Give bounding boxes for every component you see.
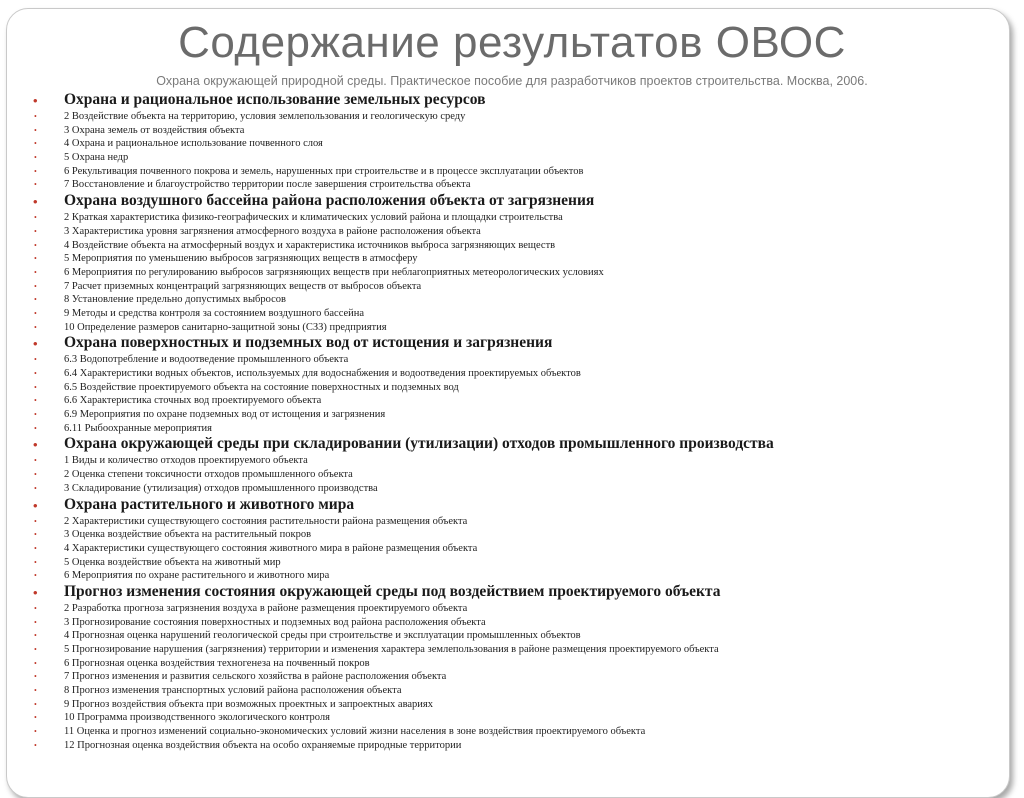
list-item — [30, 482, 990, 496]
list-item — [30, 698, 990, 712]
list-item — [30, 239, 990, 253]
bullet-icon: • — [34, 382, 37, 392]
slide-subtitle: Охрана окружающей природной среды. Практическое пособие для разработчиков проектов строительства. Москва, 2006. — [156, 74, 868, 88]
list-item-text: 6.4 Характеристики водных объектов, используемых для водоснабжения и водоотведения проектируемых объектов — [64, 368, 581, 379]
bullet-icon: • — [34, 267, 37, 277]
section-heading-text: Охрана окружающей среды при складировании (утилизации) отходов промышленного производства — [64, 435, 774, 453]
bullet-icon: • — [34, 631, 37, 641]
list-item-text: 8 Прогноз изменения транспортных условий района расположения объекта — [64, 685, 402, 697]
list-item-text: 3 Складирование (утилизация) отходов промышленного производства — [64, 482, 378, 494]
list-item — [30, 367, 990, 381]
section-heading-text: Охрана воздушного бассейна района расположения объекта от загрязнения — [64, 192, 595, 210]
list-item-text: 6.3 Водопотребление и водоотведение промышленного объекта — [64, 354, 349, 366]
list-item-text: 4 Воздействие объекта на атмосферный воздух и характеристика источников выброса загрязняющих веществ — [64, 239, 556, 251]
list-item-text: 6 Мероприятия по охране растительного и животного мира — [64, 570, 330, 582]
bullet-icon: • — [34, 658, 37, 668]
list-item-text: 2 Оценка степени токсичности отходов промышленного объекта — [64, 469, 353, 481]
list-item-text: 2 Разработка прогноза загрязнения воздуха в районе размещения проектируемого объекта — [64, 602, 468, 614]
list-item-text: 4 Характеристики существующего состояния животного мира в районе размещения объекта — [64, 542, 478, 554]
list-item — [30, 381, 990, 395]
section-heading — [30, 583, 990, 602]
list-item — [30, 165, 990, 179]
list-item-text: 10 Программа производственного экологического контроля — [64, 712, 330, 724]
bullet-icon: • — [34, 322, 37, 332]
section — [30, 91, 990, 192]
bullet-icon: • — [34, 571, 37, 581]
list-item-text: 3 Прогнозирование состояния поверхностных и подземных вод района расположения объекта — [64, 616, 486, 628]
list-item — [30, 602, 990, 616]
list-item — [30, 454, 990, 468]
section-heading-text: Охрана поверхностных и подземных вод от истощения и загрязнения — [64, 334, 553, 352]
section-heading — [30, 334, 990, 353]
list-item-text: 3 Охрана земель от воздействия объекта — [64, 124, 245, 136]
bullet-icon: • — [34, 125, 37, 135]
list-item-text: 3 Оценка воздействие объекта на растительный покров — [64, 529, 312, 541]
section-heading-text: Охрана и рациональное использование земельных ресурсов — [64, 91, 486, 108]
section — [30, 435, 990, 495]
list-item — [30, 670, 990, 684]
list-item-text: 6.6 Характеристика сточных вод проектируемого объекта — [64, 395, 322, 407]
list-item — [30, 725, 990, 739]
list-item-text: 6 Прогнозная оценка воздействия техногенеза на почвенный покров — [64, 657, 370, 669]
list-item — [30, 569, 990, 583]
bullet-icon: • — [34, 530, 37, 540]
bullet-icon: • — [34, 410, 37, 420]
bullet-icon: • — [34, 213, 37, 223]
section-heading-text: Охрана растительного и животного мира — [64, 495, 355, 513]
list-item — [30, 711, 990, 725]
list-item-text: 5 Мероприятия по уменьшению выбросов загрязняющих веществ в атмосферу — [64, 253, 418, 265]
list-item-text: 11 Оценка и прогноз изменений социально-экономических условий жизни населения в зоне воздействия проектируемого объекта — [64, 726, 646, 738]
list-item — [30, 225, 990, 239]
list-item-text: 9 Методы и средства контроля за состоянием воздушного бассейна — [64, 307, 365, 319]
bullet-icon: • — [34, 699, 37, 709]
list-item-text: 6 Рекультивация почвенного покрова и земель, нарушенных при строительстве и в процессе эксплуатации объектов — [64, 165, 584, 177]
list-item — [30, 616, 990, 630]
bullet-icon: • — [34, 483, 37, 493]
list-item-text: 5 Оценка воздействие объекта на животный мир — [64, 556, 281, 568]
bullet-icon: • — [34, 153, 37, 163]
list-item-text: 1 Виды и количество отходов проектируемого объекта — [64, 455, 308, 467]
bullet-icon: • — [34, 713, 37, 723]
list-item — [30, 468, 990, 482]
bullet-icon: • — [34, 369, 37, 378]
list-item-text: 2 Краткая характеристика физико-географических и климатических условий района и площадки строительства — [64, 212, 563, 224]
bullet-icon: • — [34, 180, 37, 190]
list-item — [30, 151, 990, 165]
section — [30, 192, 990, 334]
list-item — [30, 110, 990, 124]
list-item-text: 3 Характеристика уровня загрязнения атмосферного воздуха в районе расположения объекта — [64, 225, 481, 237]
bullet-icon: • — [34, 470, 37, 480]
list-item — [30, 643, 990, 657]
list-item — [30, 252, 990, 266]
bullet-icon: • — [34, 295, 37, 305]
section — [30, 496, 990, 583]
list-item — [30, 629, 990, 643]
list-item-text: 5 Прогнозирование нарушения (загрязнения) территории и изменения характера землепользования в районе размещения проектируемого объекта — [64, 644, 719, 655]
bullet-icon: • — [34, 308, 37, 318]
bullet-icon: • — [34, 557, 37, 567]
list-item — [30, 178, 990, 192]
list-item-text: 6.11 Рыбоохранные мероприятия — [64, 422, 212, 434]
section-heading — [30, 192, 990, 211]
list-item — [30, 556, 990, 570]
bullet-icon: • — [34, 166, 37, 176]
bullet-icon: • — [34, 740, 37, 750]
list-item — [30, 266, 990, 280]
list-item-text: 7 Расчет приземных концентраций загрязняющих веществ от выбросов объекта — [64, 280, 422, 292]
list-item-text: 6.5 Воздействие проектируемого объекта на состояние поверхностных и подземных вод — [64, 381, 459, 393]
list-item — [30, 657, 990, 671]
list-item-text: 2 Характеристики существующего состояния растительности района размещения объекта — [64, 515, 468, 527]
list-item-text: 7 Прогноз изменения и развития сельского хозяйства в районе расположения объекта — [64, 671, 447, 683]
list-item-text: 6 Мероприятия по регулированию выбросов загрязняющих веществ при неблагоприятных метеорологических условиях — [64, 266, 604, 278]
bullet-icon: • — [33, 93, 38, 108]
bullet-icon: • — [33, 497, 38, 513]
bullet-icon: • — [34, 226, 37, 236]
section-heading — [30, 496, 990, 515]
bullet-icon: • — [33, 584, 38, 600]
bullet-icon: • — [34, 686, 37, 696]
list-item-text: 7 Восстановление и благоустройство территории после завершения строительства объекта — [64, 179, 471, 191]
list-item — [30, 137, 990, 151]
list-item — [30, 321, 990, 335]
bullet-icon: • — [34, 645, 37, 654]
list-item-text: 6.9 Мероприятия по охране подземных вод от истощения и загрязнения — [64, 409, 386, 421]
bullet-icon: • — [34, 672, 37, 682]
bullet-icon: • — [34, 355, 37, 365]
slide-title: Содержание результатов ОВОС — [178, 18, 846, 67]
bullet-icon: • — [34, 423, 37, 433]
bullet-icon: • — [34, 456, 37, 466]
list-item — [30, 422, 990, 436]
list-item-text: 4 Охрана и рациональное использование почвенного слоя — [64, 138, 323, 150]
section-heading — [30, 91, 990, 110]
list-item — [30, 211, 990, 225]
list-item — [30, 124, 990, 138]
bullet-icon: • — [34, 240, 37, 250]
bullet-icon: • — [34, 617, 37, 627]
list-item — [30, 528, 990, 542]
section — [30, 583, 990, 753]
list-item — [30, 739, 990, 753]
bullet-icon: • — [34, 516, 37, 526]
bullet-icon: • — [34, 112, 37, 121]
bullet-icon: • — [34, 139, 37, 149]
bullet-icon: • — [34, 543, 37, 553]
list-item-text: 5 Охрана недр — [64, 152, 129, 164]
bullet-icon: • — [34, 254, 37, 264]
list-item — [30, 280, 990, 294]
list-item — [30, 307, 990, 321]
bullet-icon: • — [33, 194, 38, 210]
list-item-text: 12 Прогнозная оценка воздействия объекта на особо охраняемые природные территории — [64, 739, 462, 751]
bullet-icon: • — [33, 437, 38, 453]
list-item-text: 4 Прогнозная оценка нарушений геологической среды при строительстве и эксплуатации промышленных объектов — [64, 630, 581, 642]
list-item-text: 2 Воздействие объекта на территорию, условия землепользования и геологическую среду — [64, 111, 466, 122]
list-item — [30, 542, 990, 556]
list-item — [30, 353, 990, 367]
list-item-text: 8 Установление предельно допустимых выбросов — [64, 294, 287, 306]
list-item — [30, 394, 990, 408]
bullet-icon: • — [34, 396, 37, 406]
bullet-icon: • — [34, 603, 37, 613]
contents-list — [30, 91, 990, 753]
bullet-icon: • — [33, 336, 38, 352]
list-item — [30, 684, 990, 698]
list-item — [30, 293, 990, 307]
list-item-text: 10 Определение размеров санитарно-защитной зоны (СЗЗ) предприятия — [64, 321, 387, 333]
bullet-icon: • — [34, 727, 37, 737]
section-heading-text: Прогноз изменения состояния окружающей среды под воздействием проектируемого объекта — [64, 582, 721, 600]
section — [30, 334, 990, 435]
list-item — [30, 408, 990, 422]
list-item — [30, 515, 990, 529]
bullet-icon: • — [34, 281, 37, 291]
list-item-text: 9 Прогноз воздействия объекта при возможных проектных и запроектных авариях — [64, 698, 433, 710]
section-heading — [30, 435, 990, 454]
